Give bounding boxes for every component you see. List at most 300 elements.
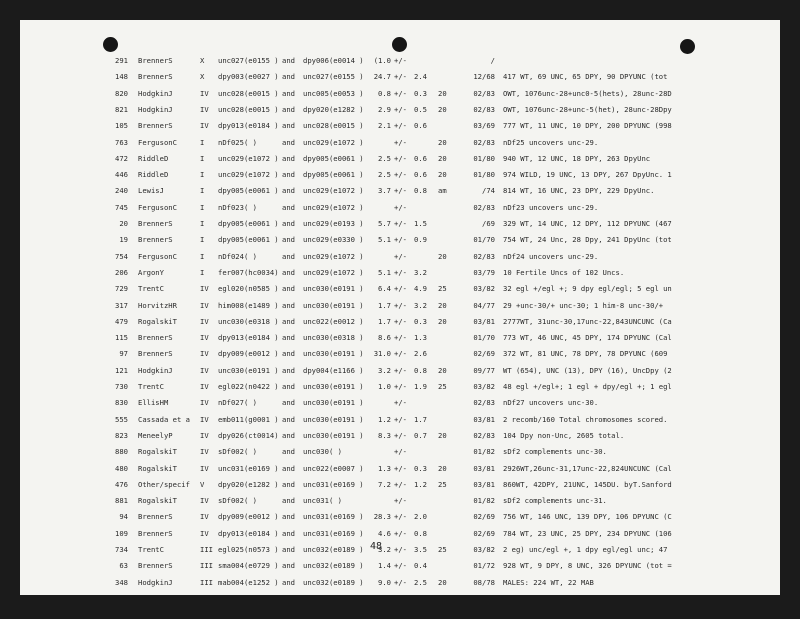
note: 10 Fertile Uncs of 102 Uncs. bbox=[503, 267, 625, 277]
plus-minus: +/- bbox=[394, 170, 407, 180]
note: WT (654), UNC (13), DPY (16), UncDpy (2 bbox=[503, 365, 672, 375]
author-name: BrennerS bbox=[138, 235, 173, 245]
conjunction: and bbox=[282, 219, 295, 228]
temperature: 20 bbox=[438, 365, 447, 375]
second-locus: unc030(e0318 ) bbox=[303, 333, 364, 343]
second-locus: unc029(e0330 ) bbox=[303, 235, 364, 245]
author-name: TrentC bbox=[138, 545, 164, 554]
note: nDf25 uncovers unc-29. bbox=[503, 137, 599, 147]
temperature: 25 bbox=[438, 479, 447, 489]
plus-minus: +/- bbox=[394, 56, 407, 65]
distance-value: 24.7 bbox=[373, 72, 391, 82]
second-locus: unc005(e0053 ) bbox=[303, 88, 364, 98]
temperature: 25 bbox=[438, 284, 447, 294]
plus-minus: +/- bbox=[394, 137, 407, 147]
chromosome: I bbox=[200, 186, 205, 196]
distance-value: 1.7 bbox=[378, 316, 391, 326]
note: 777 WT, 11 UNC, 10 DPY, 200 DPYUNC (998 bbox=[503, 121, 672, 131]
chromosome: IV bbox=[200, 121, 209, 131]
distance-value: 5.1 bbox=[378, 235, 391, 245]
first-locus: dpy026(ct0014) bbox=[218, 430, 279, 440]
first-locus: sma004(e0729 ) bbox=[218, 561, 279, 571]
date: 01/70 bbox=[473, 333, 495, 343]
table-row bbox=[20, 347, 780, 361]
distance-value: 4.6 bbox=[378, 528, 391, 538]
date: 01/82 bbox=[473, 496, 495, 506]
conjunction: and bbox=[282, 300, 295, 310]
printout-page bbox=[20, 20, 780, 595]
punch-hole-center bbox=[392, 37, 407, 52]
first-locus: dpy013(e0184 ) bbox=[218, 528, 279, 538]
author-name: TrentC bbox=[138, 284, 164, 294]
first-locus: unc028(e0015 ) bbox=[218, 104, 279, 114]
table-row bbox=[20, 380, 780, 394]
author-name: RogalskiT bbox=[138, 447, 177, 457]
distance-value: 9.0 bbox=[378, 577, 391, 587]
author-name: HorvitzHR bbox=[138, 300, 177, 310]
conjunction: and bbox=[282, 512, 295, 522]
record-id: 317 bbox=[115, 300, 128, 310]
table-row bbox=[20, 445, 780, 459]
date: 02/83 bbox=[473, 430, 495, 440]
date: 02/83 bbox=[473, 88, 495, 98]
plus-minus: +/- bbox=[394, 512, 407, 522]
plus-minus: +/- bbox=[394, 414, 407, 424]
error-value: 0.3 bbox=[414, 463, 427, 473]
distance-value: 3.2 bbox=[378, 545, 391, 554]
plus-minus: +/- bbox=[394, 528, 407, 538]
chromosome: IV bbox=[200, 447, 209, 457]
first-locus: dpy005(e0061 ) bbox=[218, 186, 279, 196]
author-name: RiddleD bbox=[138, 153, 169, 163]
note: OWT, 1076unc-28+unc0-5(hets), 28unc-28D bbox=[503, 88, 672, 98]
conjunction: and bbox=[282, 561, 295, 571]
chromosome: IV bbox=[200, 349, 209, 359]
conjunction: and bbox=[282, 528, 295, 538]
error-value: 1.2 bbox=[414, 479, 427, 489]
author-name: FergusonC bbox=[138, 251, 177, 261]
plus-minus: +/- bbox=[394, 382, 407, 391]
first-locus: unc030(e0318 ) bbox=[218, 316, 279, 326]
chromosome: IV bbox=[200, 88, 209, 98]
distance-value: 6.4 bbox=[378, 284, 391, 294]
table-row bbox=[20, 152, 780, 166]
date: 01/80 bbox=[473, 170, 495, 180]
first-locus: unc031(e0169 ) bbox=[218, 463, 279, 473]
error-value: 0.8 bbox=[414, 186, 427, 196]
second-locus: dpy005(e0061 ) bbox=[303, 153, 364, 163]
table-row bbox=[20, 576, 780, 590]
first-locus: unc029(e1072 ) bbox=[218, 153, 279, 163]
error-value: 2.5 bbox=[414, 577, 427, 587]
second-locus: dpy020(e1282 ) bbox=[303, 104, 364, 114]
note: 2926WT,26unc-31,17unc-22,824UNCUNC (Cal bbox=[503, 463, 672, 473]
distance-value: 2.1 bbox=[378, 121, 391, 131]
plus-minus: +/- bbox=[394, 479, 407, 489]
first-locus: mab004(e1252 ) bbox=[218, 577, 279, 587]
record-id: 348 bbox=[115, 577, 128, 587]
record-id: 97 bbox=[119, 349, 128, 359]
temperature: 20 bbox=[438, 430, 447, 440]
table-row bbox=[20, 168, 780, 182]
table-row bbox=[20, 233, 780, 247]
note: 32 egl +/egl +; 9 dpy egl/egl; 5 egl un bbox=[503, 284, 672, 294]
note: 48 egl +/egl+; 1 egl + dpy/egl +; 1 egl bbox=[503, 382, 672, 391]
conjunction: and bbox=[282, 137, 295, 147]
chromosome: III bbox=[200, 545, 213, 554]
author-name: BrennerS bbox=[138, 72, 173, 82]
chromosome: IV bbox=[200, 430, 209, 440]
second-locus: unc030(e0191 ) bbox=[303, 284, 364, 294]
error-value: 2.4 bbox=[414, 72, 427, 82]
first-locus: dpy005(e0061 ) bbox=[218, 235, 279, 245]
temperature: 20 bbox=[438, 153, 447, 163]
first-locus: him008(e1489 ) bbox=[218, 300, 279, 310]
note: 2 recomb/160 Total chromosomes scored. bbox=[503, 414, 668, 424]
date: 03/69 bbox=[473, 121, 495, 131]
plus-minus: +/- bbox=[394, 316, 407, 326]
temperature: 20 bbox=[438, 577, 447, 587]
distance-value: 1.7 bbox=[378, 300, 391, 310]
first-locus: dpy013(e0184 ) bbox=[218, 333, 279, 343]
conjunction: and bbox=[282, 72, 295, 82]
distance-value: 8.3 bbox=[378, 430, 391, 440]
date: 09/77 bbox=[473, 365, 495, 375]
record-id: 479 bbox=[115, 316, 128, 326]
record-id: 109 bbox=[115, 528, 128, 538]
second-locus: unc029(e1072 ) bbox=[303, 202, 364, 212]
second-locus: unc030(e0191 ) bbox=[303, 398, 364, 408]
conjunction: and bbox=[282, 56, 295, 65]
conjunction: and bbox=[282, 349, 295, 359]
note: 372 WT, 81 UNC, 78 DPY, 78 DPYUNC (609 bbox=[503, 349, 668, 359]
plus-minus: +/- bbox=[394, 333, 407, 343]
record-id: 880 bbox=[115, 447, 128, 457]
conjunction: and bbox=[282, 251, 295, 261]
author-name: FergusonC bbox=[138, 202, 177, 212]
conjunction: and bbox=[282, 267, 295, 277]
chromosome: I bbox=[200, 235, 205, 245]
record-id: 729 bbox=[115, 284, 128, 294]
author-name: HodgkinJ bbox=[138, 577, 173, 587]
chromosome: IV bbox=[200, 104, 209, 114]
note: 2 eg) unc/egl +, 1 dpy egl/egl unc; 47 bbox=[503, 545, 668, 554]
date: 02/83 bbox=[473, 251, 495, 261]
first-locus: nDf023( ) bbox=[218, 202, 257, 212]
record-id: 94 bbox=[119, 512, 128, 522]
record-id: 240 bbox=[115, 186, 128, 196]
date: 03/79 bbox=[473, 267, 495, 277]
record-id: 821 bbox=[115, 104, 128, 114]
author-name: HodgkinJ bbox=[138, 88, 173, 98]
date: 03/82 bbox=[473, 545, 495, 554]
error-value: 1.9 bbox=[414, 382, 427, 391]
second-locus: unc031(e0169 ) bbox=[303, 479, 364, 489]
first-locus: dpy009(e0012 ) bbox=[218, 349, 279, 359]
error-value: 1.7 bbox=[414, 414, 427, 424]
record-id: 745 bbox=[115, 202, 128, 212]
first-locus: unc028(e0015 ) bbox=[218, 88, 279, 98]
author-name: BrennerS bbox=[138, 561, 173, 571]
author-name: BrennerS bbox=[138, 121, 173, 131]
record-id: 115 bbox=[115, 333, 128, 343]
record-id: 19 bbox=[119, 235, 128, 245]
author-name: LewisJ bbox=[138, 186, 164, 196]
first-locus: dpy013(e0184 ) bbox=[218, 121, 279, 131]
table-row bbox=[20, 429, 780, 443]
second-locus: unc032(e0189 ) bbox=[303, 545, 364, 554]
note: nDf23 uncovers unc-29. bbox=[503, 202, 599, 212]
date: 03/81 bbox=[473, 316, 495, 326]
plus-minus: +/- bbox=[394, 104, 407, 114]
date: 01/80 bbox=[473, 153, 495, 163]
plus-minus: +/- bbox=[394, 186, 407, 196]
chromosome: III bbox=[200, 577, 213, 587]
record-id: 823 bbox=[115, 430, 128, 440]
distance-value: 5.7 bbox=[378, 219, 391, 228]
record-id: 291 bbox=[115, 56, 128, 65]
second-locus: unc030(e0191 ) bbox=[303, 300, 364, 310]
first-locus: nDf024( ) bbox=[218, 251, 257, 261]
first-locus: nDf025( ) bbox=[218, 137, 257, 147]
table-row bbox=[20, 315, 780, 329]
record-id: 830 bbox=[115, 398, 128, 408]
table-row bbox=[20, 103, 780, 117]
record-id: 480 bbox=[115, 463, 128, 473]
author-name: RogalskiT bbox=[138, 463, 177, 473]
chromosome: I bbox=[200, 153, 205, 163]
conjunction: and bbox=[282, 333, 295, 343]
chromosome: I bbox=[200, 170, 205, 180]
distance-value: 0.8 bbox=[378, 88, 391, 98]
note: 940 WT, 12 UNC, 18 DPY, 263 DpyUnc bbox=[503, 153, 651, 163]
note: 2777WT, 31unc-30,17unc-22,843UNCUNC (Ca bbox=[503, 316, 672, 326]
author-name: Other/specif bbox=[138, 479, 190, 489]
table-row bbox=[20, 478, 780, 492]
temperature: am bbox=[438, 186, 447, 196]
author-name: FergusonC bbox=[138, 137, 177, 147]
table-row bbox=[20, 543, 780, 557]
note: sDf2 complements unc-30. bbox=[503, 447, 607, 457]
first-locus: egl022(n0422 ) bbox=[218, 382, 279, 391]
distance-value: 5.1 bbox=[378, 267, 391, 277]
table-row bbox=[20, 217, 780, 231]
note: 756 WT, 146 UNC, 139 DPY, 106 DPYUNC (C bbox=[503, 512, 672, 522]
conjunction: and bbox=[282, 545, 295, 554]
note: 773 WT, 46 UNC, 45 DPY, 174 DPYUNC (Cal bbox=[503, 333, 672, 343]
date: 02/83 bbox=[473, 137, 495, 147]
temperature: 20 bbox=[438, 300, 447, 310]
author-name: Cassada et a bbox=[138, 414, 190, 424]
temperature: 20 bbox=[438, 463, 447, 473]
conjunction: and bbox=[282, 496, 295, 506]
temperature: 20 bbox=[438, 104, 447, 114]
record-id: 121 bbox=[115, 365, 128, 375]
error-value: 0.6 bbox=[414, 170, 427, 180]
error-value: 0.3 bbox=[414, 316, 427, 326]
date: 02/69 bbox=[473, 512, 495, 522]
first-locus: unc030(e0191 ) bbox=[218, 365, 279, 375]
record-id: 63 bbox=[119, 561, 128, 571]
chromosome: I bbox=[200, 137, 205, 147]
temperature: 20 bbox=[438, 170, 447, 180]
conjunction: and bbox=[282, 316, 295, 326]
error-value: 0.6 bbox=[414, 121, 427, 131]
second-locus: unc022(e0007 ) bbox=[303, 463, 364, 473]
second-locus: unc030( ) bbox=[303, 447, 342, 457]
author-name: RogalskiT bbox=[138, 496, 177, 506]
chromosome: I bbox=[200, 251, 205, 261]
table-row bbox=[20, 559, 780, 573]
conjunction: and bbox=[282, 463, 295, 473]
author-name: RogalskiT bbox=[138, 316, 177, 326]
chromosome: I bbox=[200, 219, 205, 228]
record-id: 476 bbox=[115, 479, 128, 489]
date: /69 bbox=[482, 219, 495, 228]
punch-hole-right bbox=[680, 39, 695, 54]
date: 01/72 bbox=[473, 561, 495, 571]
date: 03/81 bbox=[473, 479, 495, 489]
conjunction: and bbox=[282, 382, 295, 391]
date: 03/81 bbox=[473, 463, 495, 473]
table-row bbox=[20, 119, 780, 133]
distance-value: 1.2 bbox=[378, 414, 391, 424]
second-locus: unc031(e0169 ) bbox=[303, 512, 364, 522]
plus-minus: +/- bbox=[394, 463, 407, 473]
table-row bbox=[20, 250, 780, 264]
chromosome: V bbox=[200, 479, 205, 489]
date: 02/69 bbox=[473, 528, 495, 538]
second-locus: unc030(e0191 ) bbox=[303, 414, 364, 424]
record-id: 881 bbox=[115, 496, 128, 506]
record-id: 148 bbox=[115, 72, 128, 82]
plus-minus: +/- bbox=[394, 153, 407, 163]
table-row bbox=[20, 201, 780, 215]
conjunction: and bbox=[282, 121, 295, 131]
note: 417 WT, 69 UNC, 65 DPY, 90 DPYUNC (tot bbox=[503, 72, 668, 82]
first-locus: nDf027( ) bbox=[218, 398, 257, 408]
distance-value: 8.6 bbox=[378, 333, 391, 343]
distance-value: 1.4 bbox=[378, 561, 391, 571]
second-locus: unc030(e0191 ) bbox=[303, 382, 364, 391]
table-row bbox=[20, 413, 780, 427]
table-row bbox=[20, 87, 780, 101]
table-row bbox=[20, 331, 780, 345]
author-name: MeneelyP bbox=[138, 430, 173, 440]
chromosome: IV bbox=[200, 463, 209, 473]
plus-minus: +/- bbox=[394, 365, 407, 375]
chromosome: IV bbox=[200, 496, 209, 506]
conjunction: and bbox=[282, 479, 295, 489]
author-name: TrentC bbox=[138, 382, 164, 391]
first-locus: fer007(hc0034) bbox=[218, 267, 279, 277]
first-locus: dpy005(e0061 ) bbox=[218, 219, 279, 228]
chromosome: IV bbox=[200, 382, 209, 391]
date: 03/82 bbox=[473, 284, 495, 294]
second-locus: dpy006(e0014 ) bbox=[303, 56, 364, 65]
date: 12/68 bbox=[473, 72, 495, 82]
note: 104 Dpy non-Unc, 2605 total. bbox=[503, 430, 625, 440]
chromosome: IV bbox=[200, 333, 209, 343]
table-row bbox=[20, 396, 780, 410]
error-value: 0.5 bbox=[414, 104, 427, 114]
note: 329 WT, 14 UNC, 12 DPY, 112 DPYUNC (467 bbox=[503, 219, 672, 228]
chromosome: IV bbox=[200, 284, 209, 294]
second-locus: unc022(e0012 ) bbox=[303, 316, 364, 326]
error-value: 0.8 bbox=[414, 365, 427, 375]
second-locus: unc032(e0189 ) bbox=[303, 561, 364, 571]
date: /74 bbox=[482, 186, 495, 196]
plus-minus: +/- bbox=[394, 545, 407, 554]
note: 860WT, 42DPY, 21UNC, 145DU. byT.Sanford bbox=[503, 479, 672, 489]
chromosome: IV bbox=[200, 300, 209, 310]
date: 02/69 bbox=[473, 349, 495, 359]
temperature: 25 bbox=[438, 545, 447, 554]
first-locus: sDf002( ) bbox=[218, 496, 257, 506]
plus-minus: +/- bbox=[394, 561, 407, 571]
error-value: 0.9 bbox=[414, 235, 427, 245]
punch-hole-left bbox=[103, 37, 118, 52]
author-name: RiddleD bbox=[138, 170, 169, 180]
table-row bbox=[20, 510, 780, 524]
conjunction: and bbox=[282, 430, 295, 440]
plus-minus: +/- bbox=[394, 202, 407, 212]
conjunction: and bbox=[282, 153, 295, 163]
chromosome: III bbox=[200, 561, 213, 571]
first-locus: unc027(e0155 ) bbox=[218, 56, 279, 65]
second-locus: unc029(e1072 ) bbox=[303, 137, 364, 147]
first-locus: dpy009(e0012 ) bbox=[218, 512, 279, 522]
conjunction: and bbox=[282, 398, 295, 408]
author-name: ArgonY bbox=[138, 267, 164, 277]
note: 784 WT, 23 UNC, 25 DPY, 234 DPYUNC (106 bbox=[503, 528, 672, 538]
second-locus: unc029(e0193 ) bbox=[303, 219, 364, 228]
note: 928 WT, 9 DPY, 8 UNC, 326 DPYUNC (tot = bbox=[503, 561, 672, 571]
note: MALES: 224 WT, 22 MAB bbox=[503, 577, 594, 587]
plus-minus: +/- bbox=[394, 72, 407, 82]
date: 03/82 bbox=[473, 382, 495, 391]
chromosome: I bbox=[200, 202, 205, 212]
note: 814 WT, 16 UNC, 23 DPY, 229 DpyUnc. bbox=[503, 186, 655, 196]
date: 01/70 bbox=[473, 235, 495, 245]
date: 01/82 bbox=[473, 447, 495, 457]
conjunction: and bbox=[282, 202, 295, 212]
second-locus: unc029(e1072 ) bbox=[303, 267, 364, 277]
record-id: 555 bbox=[115, 414, 128, 424]
author-name: BrennerS bbox=[138, 512, 173, 522]
distance-value: 31.0 bbox=[373, 349, 391, 359]
error-value: 0.4 bbox=[414, 561, 427, 571]
second-locus: unc032(e0189 ) bbox=[303, 577, 364, 587]
distance-value: 1.3 bbox=[378, 463, 391, 473]
conjunction: and bbox=[282, 577, 295, 587]
conjunction: and bbox=[282, 365, 295, 375]
error-value: 2.6 bbox=[414, 349, 427, 359]
plus-minus: +/- bbox=[394, 577, 407, 587]
conjunction: and bbox=[282, 104, 295, 114]
error-value: 4.9 bbox=[414, 284, 427, 294]
chromosome: X bbox=[200, 72, 205, 82]
record-id: 105 bbox=[115, 121, 128, 131]
record-id: 734 bbox=[115, 545, 128, 554]
temperature: 20 bbox=[438, 137, 447, 147]
conjunction: and bbox=[282, 170, 295, 180]
distance-value: 2.5 bbox=[378, 153, 391, 163]
table-row bbox=[20, 494, 780, 508]
chromosome: X bbox=[200, 56, 205, 65]
error-value: 3.2 bbox=[414, 267, 427, 277]
conjunction: and bbox=[282, 284, 295, 294]
